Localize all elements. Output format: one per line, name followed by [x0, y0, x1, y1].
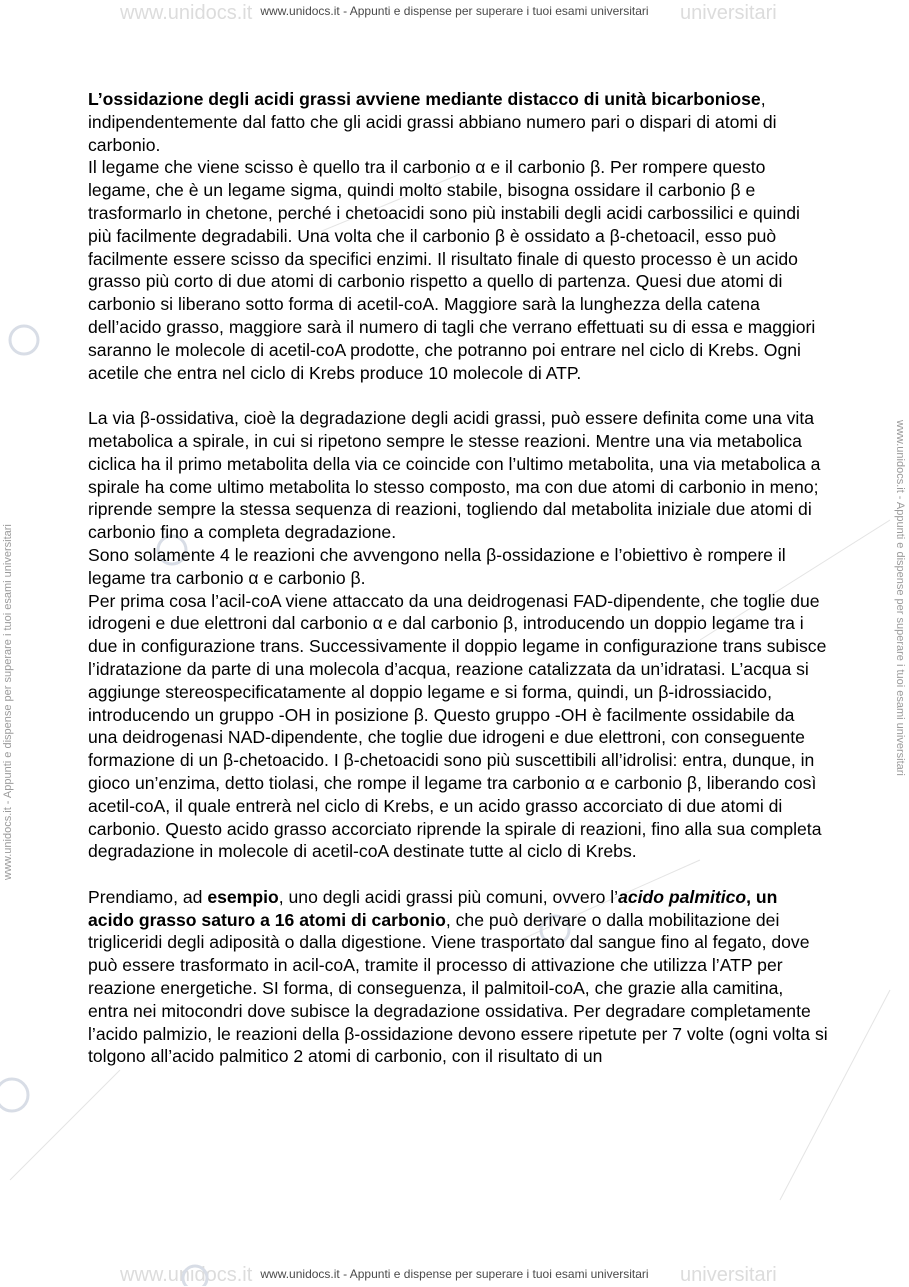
paragraph-text: , indipendentemente dal fatto che gli acidi grassi abbiano numero pari o dispari di atomi di carbonio. [88, 89, 777, 155]
side-watermark-left: www.unidocs.it - Appunti e dispense per superare i tuoi esami universitari [2, 524, 14, 880]
watermark-faint-text: www.unidocs.it [120, 2, 253, 24]
page-footer: www.unidocs.it - Appunti e dispense per superare i tuoi esami universitari [260, 1267, 649, 1281]
paragraph-bond-cleavage: Il legame che viene scisso è quello tra il carbonio α e il carbonio β. Per rompere questo legame, che è un legame sigma, quindi molto stabile, bisogna ossidare il carbonio β e trasformarlo in chetone, perché i chetoacidi sono più instabili degli acidi carbossilici e quindi più facilmente degradabili. Una volta che il carbonio β è ossidato a β-chetoacil, esso può facilmente essere scisso da specifici enzimi. Il risultato finale di questo processo è un acido grasso più corto di due atomi di carbonio rispetto a quello di partenza. Quesi due atomi di carbonio si liberano sotto forma di acetil-coA. Maggiore sarà la lunghezza della catena dell’acido grasso, maggiore sarà il numero di tagli che verrano effettuati su di essa e maggiori saranno le molecole di acetil-coA prodotte, che potranno poi entrare nel ciclo di Krebs. Ogni acetile che entra nel ciclo di Krebs produce 10 molecole di ATP. [88, 157, 816, 383]
paragraph-text: Prendiamo, ad [88, 886, 208, 907]
bold-text: L’ossidazione degli acidi grassi avviene mediante distacco di unità bicarboniose [88, 89, 761, 109]
paragraph-reaction-steps: Per prima cosa l’acil-coA viene attaccato da una deidrogenasi FAD-dipendente, che toglie due idrogeni e due elettroni dal carbonio α e dal carbonio β, introducendo un doppio legame tra i due in configurazione trans. Successivamente il doppio legame in configurazione trans subisce l’idratazione da parte di una molecola d’acqua, reazione catalizzata da un’idratasi. L’acqua si aggiunge stereospecificatamente al doppio legame e si forma, quindi, un β-idrossiacido, introducendo un gruppo -OH in posizione β. Questo gruppo -OH è facilmente ossidabile da una deidrogenasi NAD-dipendente, che toglie due idrogeni e due elettroni, con conseguente formazione di un β-chetoacido. I β-chetoacidi sono più suscettibili all’idrolisi: entra, dunque, in gioco un’enzima, detto tiolasi, che rompe il legame tra carbonio α e carbonio β, liberando così acetil-coA, il quale entrerà nel ciclo di Krebs, e un acido grasso accorciato di due atomi di carbonio. Questo acido grasso accorciato riprende la spirale di reazioni, fino alla sua completa degradazione in molecole di acetil-coA destinate tutte al ciclo di Krebs. [88, 590, 827, 862]
bold-text: , un acido grasso saturo a 16 atomi di carbonio [88, 886, 778, 930]
page-header: www.unidocs.it - Appunti e dispense per superare i tuoi esami universitari [260, 4, 649, 18]
paragraph-intro [88, 88, 828, 156]
paragraph-text: , uno degli acidi grassi più comuni, ovvero l’ [278, 886, 619, 907]
paragraph-text: , che può derivare o dalla mobilitazione dei trigliceridi degli adiposità o dalla digestione. Viene trasportato dal sangue fino al fegato, dove può essere trasformato in acil-coA, tramite il processo di attivazione che utilizza l’ATP per reazione energetiche. SI forma, di conseguenza, il palmitoil-coA, che grazie alla camitina, entra nei mitocondri dove subisce la degradazione ossidativa. Per degradare completamente l’acido palmizio, le reazioni della β-ossidazione devono essere ripetute per 7 volte (ogni volta si tolgono all’acido palmitico 2 atomi di carbonio, con il risultato di un [88, 909, 828, 1067]
bold-text: esempio [207, 886, 279, 907]
bold-italic-text: acido palmitico [618, 886, 747, 907]
paragraph-palmitic-example [88, 886, 828, 1068]
paragraph-four-reactions: Sono solamente 4 le reazioni che avvengono nella β-ossidazione e l’obiettivo è rompere il legame tra carbonio α e carbonio β. [88, 544, 786, 588]
watermark-faint-text: universitari [680, 1264, 777, 1286]
side-watermark-right: www.unidocs.it - Appunti e dispense per superare i tuoi esami universitari [894, 420, 906, 776]
document-body [88, 88, 828, 1068]
watermark-faint-text: www.unidocs.it [120, 1264, 253, 1286]
watermark-faint-text: universitari [680, 2, 777, 24]
paragraph-spiral-pathway: La via β-ossidativa, cioè la degradazione degli acidi grassi, può essere definita come una vita metabolica a spirale, in cui si ripetono sempre le stesse reazioni. Mentre una via metabolica ciclica ha il primo metabolita della via ce coincide con l’ultimo metabolita, una via metabolica a spirale ha come ultimo metabolita lo stesso composto, ma con due atomi di carbonio in meno; riprende sempre la stessa sequenza di reazioni, togliendo dal metabolita iniziale due atomi di carbonio fino a completa degradazione. [88, 408, 821, 543]
